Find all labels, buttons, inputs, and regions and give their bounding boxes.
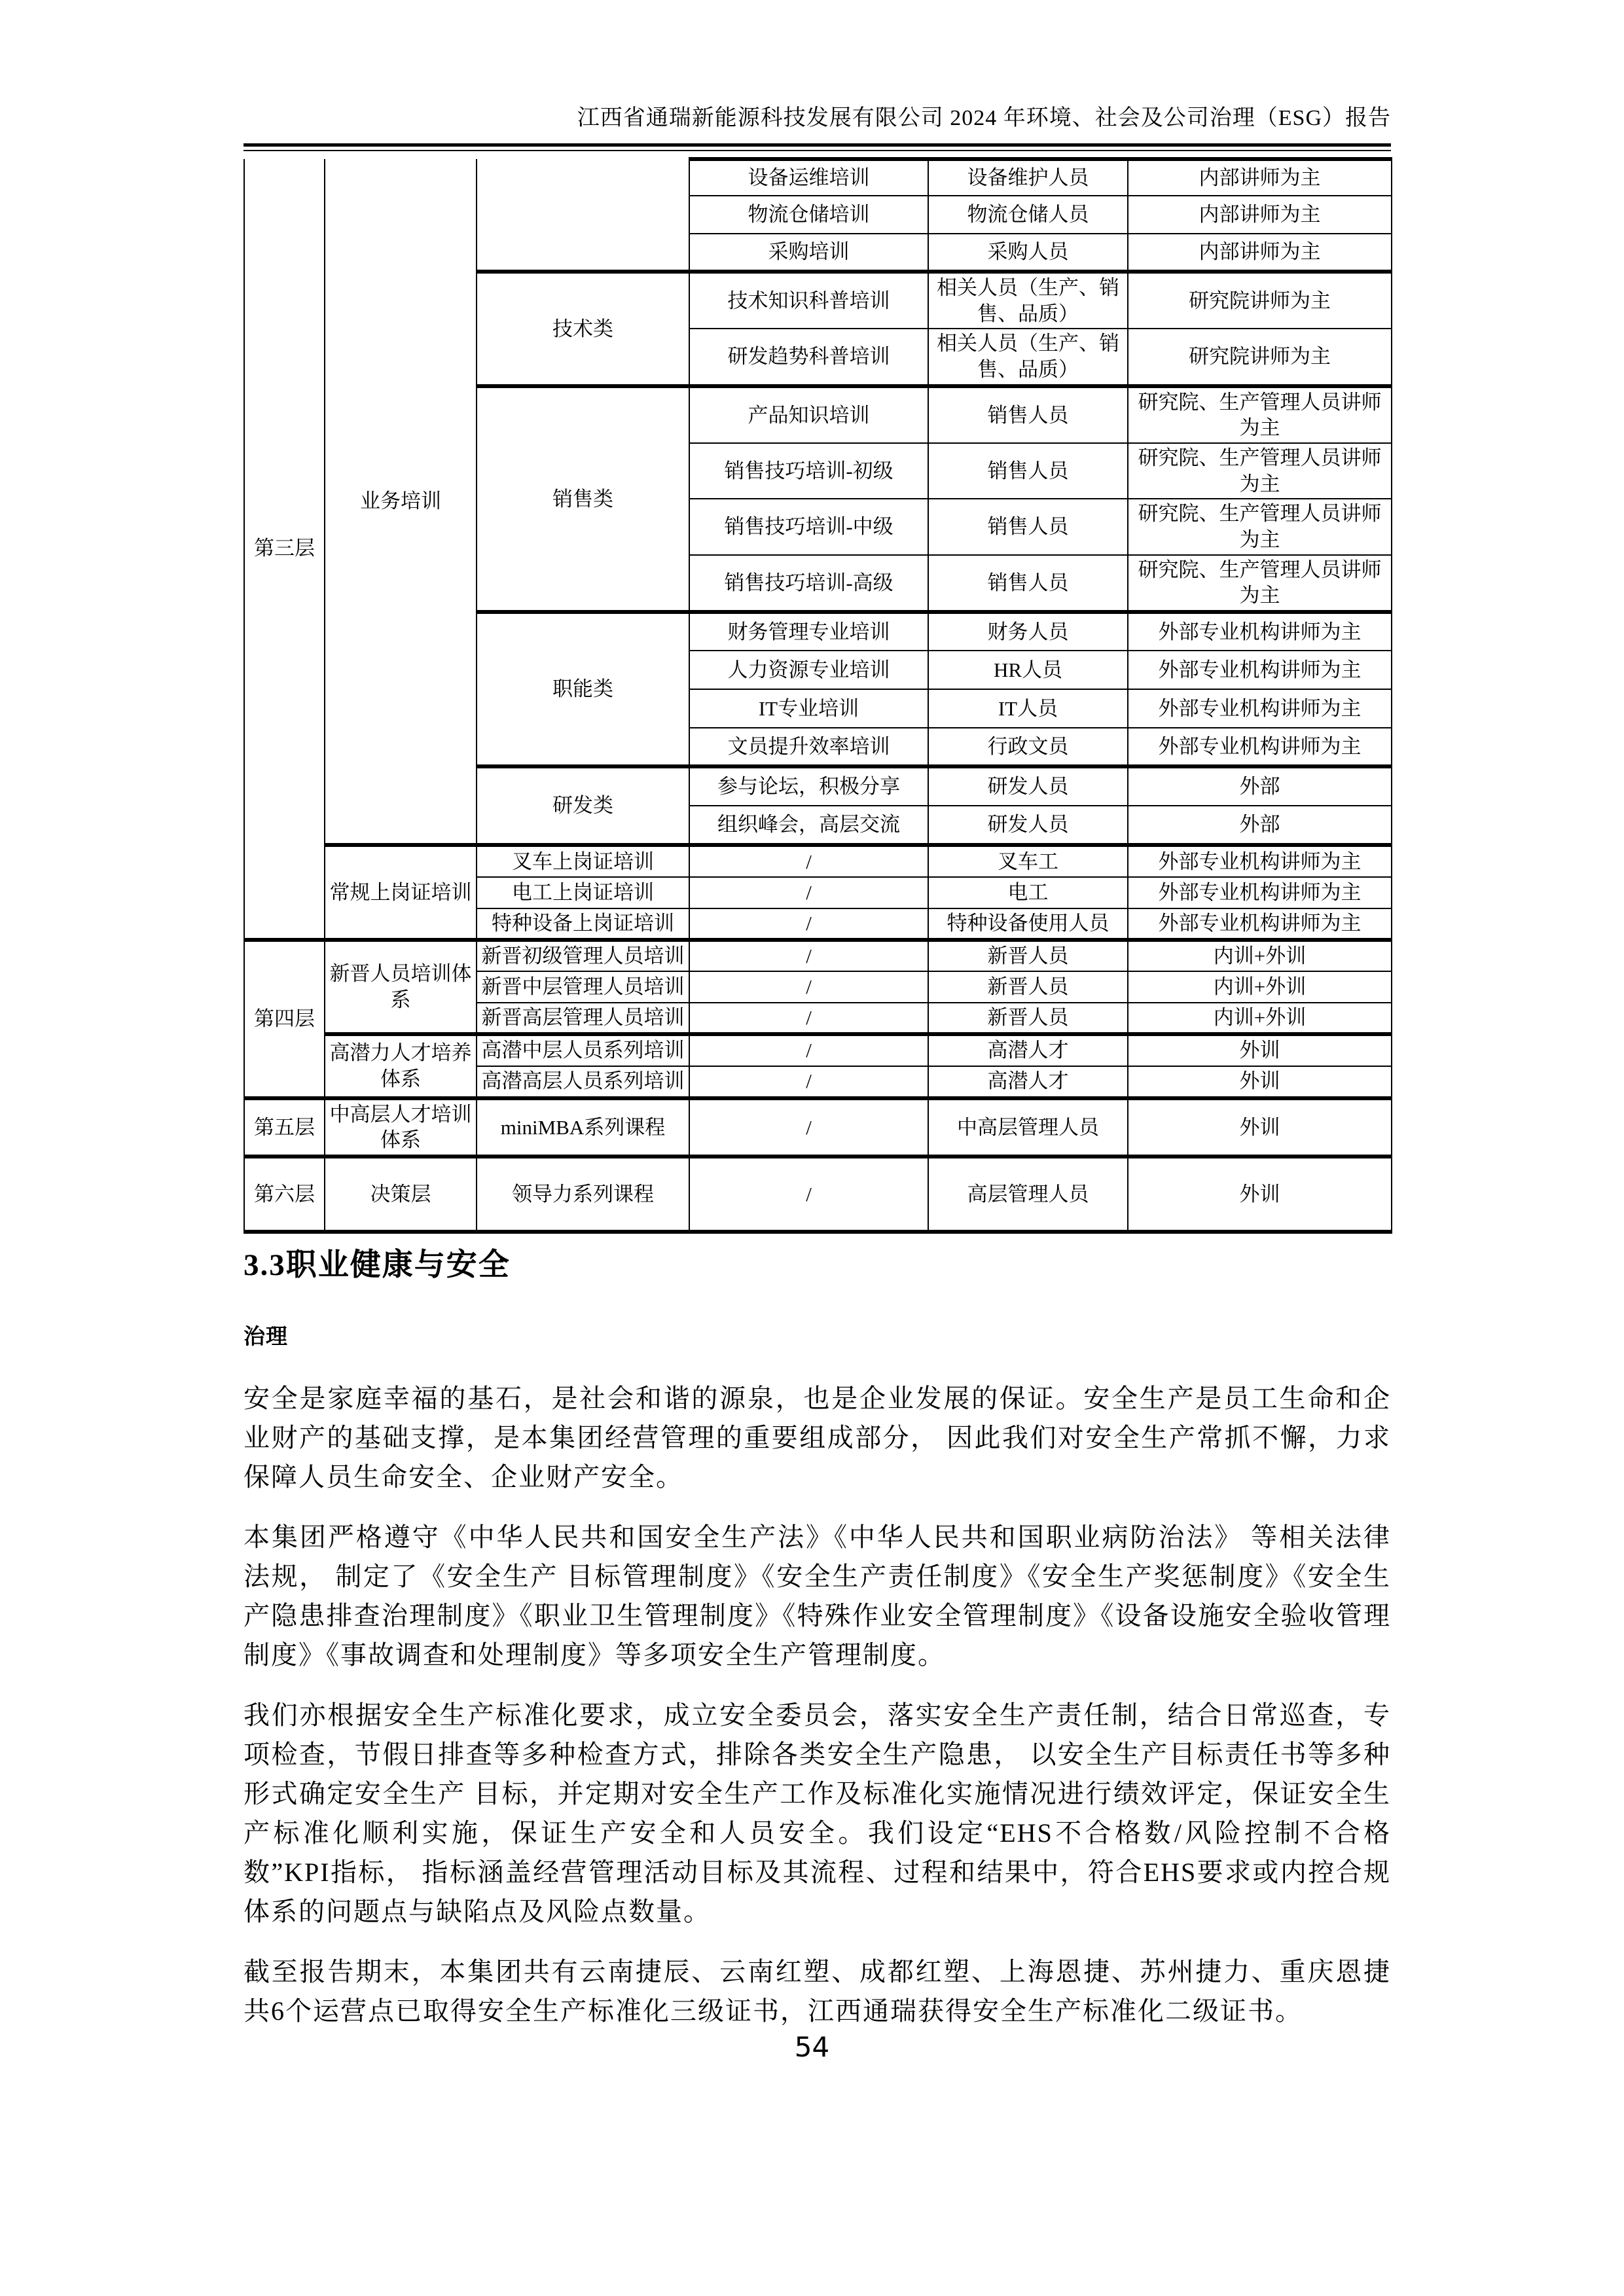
table-cell: 高层管理人员: [928, 1157, 1128, 1232]
table-cell: 外部专业机构讲师为主: [1128, 651, 1392, 689]
table-cell: 采购培训: [689, 234, 928, 272]
table-cell: HR人员: [928, 651, 1128, 689]
table-cell: 研发趋势科普培训: [689, 329, 928, 386]
table-cell: 外部专业机构讲师为主: [1128, 877, 1392, 908]
table-cell: 销售类: [477, 386, 689, 612]
table-cell: IT专业培训: [689, 689, 928, 728]
table-cell: 研究院、生产管理人员讲师为主: [1128, 555, 1392, 612]
table-cell: 外训: [1128, 1157, 1392, 1232]
table-cell: /: [689, 877, 928, 908]
table-cell: 高潜人才: [928, 1066, 1128, 1098]
table-cell: 研发类: [477, 766, 689, 845]
table-cell: 技术知识科普培训: [689, 272, 928, 329]
table-cell: 研究院、生产管理人员讲师为主: [1128, 499, 1392, 554]
table-cell: 电工: [928, 877, 1128, 908]
table-cell: 常规上岗证培训: [325, 845, 477, 940]
table-cell: miniMBA系列课程: [477, 1098, 689, 1157]
table-cell: 采购人员: [928, 234, 1128, 272]
table-cell: 行政文员: [928, 728, 1128, 766]
table-cell: 高潜中层人员系列培训: [477, 1034, 689, 1066]
table-cell: 产品知识培训: [689, 386, 928, 443]
table-cell: 外部专业机构讲师为主: [1128, 612, 1392, 651]
table-cell: 内部讲师为主: [1128, 196, 1392, 234]
table-cell: 销售技巧培训-初级: [689, 443, 928, 499]
table-cell: 外部专业机构讲师为主: [1128, 689, 1392, 728]
table-cell: /: [689, 845, 928, 877]
table-cell: 外部: [1128, 806, 1392, 845]
table-cell: 财务人员: [928, 612, 1128, 651]
table-cell: /: [689, 1157, 928, 1232]
table-cell: 新晋人员培训体系: [325, 940, 477, 1034]
table-cell: 内部讲师为主: [1128, 234, 1392, 272]
table-cell: 决策层: [325, 1157, 477, 1232]
table-cell: 外训: [1128, 1034, 1392, 1066]
sub-heading-governance: 治理: [244, 1325, 288, 1349]
table-cell: 内训+外训: [1128, 940, 1392, 971]
table-cell: 内训+外训: [1128, 971, 1392, 1003]
table-cell: 人力资源专业培训: [689, 651, 928, 689]
table-cell: 中高层人才培训体系: [325, 1098, 477, 1157]
table-cell: 销售技巧培训-中级: [689, 499, 928, 554]
table-cell: 研究院讲师为主: [1128, 272, 1392, 329]
table-cell: 外部专业机构讲师为主: [1128, 845, 1392, 877]
page-header-title: 江西省通瑞新能源科技发展有限公司 2024 年环境、社会及公司治理（ESG）报告: [577, 106, 1391, 130]
table-cell: 职能类: [477, 612, 689, 766]
table-cell: 研发人员: [928, 766, 1128, 806]
table-cell: 物流仓储人员: [928, 196, 1128, 234]
table-cell: 研发人员: [928, 806, 1128, 845]
table-cell: 研究院、生产管理人员讲师为主: [1128, 443, 1392, 499]
table-cell: /: [689, 1034, 928, 1066]
table-cell: 外部: [1128, 766, 1392, 806]
table-cell: 技术类: [477, 272, 689, 386]
table-cell: 新晋中层管理人员培训: [477, 971, 689, 1003]
table-cell: 特种设备使用人员: [928, 908, 1128, 940]
table-cell: /: [689, 1066, 928, 1098]
paragraph: 本集团严格遵守《中华人民共和国安全生产法》《中华人民共和国职业病防治法》 等相关法律法规， 制定了《安全生产 目标管理制度》《安全生产责任制度》《安全生产奖惩制度》《安全生产隐患排查治理制度》《职业卫生管理制度》《特殊作业安全管理制度》《设备设施安全验收管理制度》《事故调查和处理制度》等多项安全生产管理制度。: [244, 1522, 1391, 1670]
table-cell: 相关人员（生产、销售、品质）: [928, 272, 1128, 329]
table-cell: 第五层: [244, 1098, 325, 1157]
table-cell: 第三层: [244, 159, 325, 940]
paragraph: 截至报告期末，本集团共有云南捷辰、云南红塑、成都红塑、上海恩捷、苏州捷力、重庆恩捷共6个运营点已取得安全生产标准化三级证书，江西通瑞获得安全生产标准化二级证书。: [244, 1957, 1391, 2026]
table-cell: [477, 159, 689, 272]
table-cell: 外训: [1128, 1066, 1392, 1098]
page-number: 54: [794, 2031, 830, 2063]
table-cell: 新晋人员: [928, 1003, 1128, 1034]
table-cell: 第四层: [244, 940, 325, 1098]
table-row: [244, 845, 1392, 877]
table-row: [244, 1034, 1392, 1066]
table-cell: 业务培训: [325, 159, 477, 845]
table-cell: 文员提升效率培训: [689, 728, 928, 766]
table-cell: /: [689, 971, 928, 1003]
table-cell: 新晋初级管理人员培训: [477, 940, 689, 971]
training-system-table: [244, 157, 1392, 1234]
table-cell: 高潜高层人员系列培训: [477, 1066, 689, 1098]
table-cell: 参与论坛，积极分享: [689, 766, 928, 806]
table-cell: 销售人员: [928, 555, 1128, 612]
table-row: [244, 1098, 1392, 1157]
table-cell: 高潜力人才培养体系: [325, 1034, 477, 1098]
table-cell: 内训+外训: [1128, 1003, 1392, 1034]
table-cell: 销售人员: [928, 386, 1128, 443]
table-cell: 内部讲师为主: [1128, 159, 1392, 196]
table-cell: 研究院讲师为主: [1128, 329, 1392, 386]
table-cell: 叉车工: [928, 845, 1128, 877]
table-cell: /: [689, 1003, 928, 1034]
table-cell: 外训: [1128, 1098, 1392, 1157]
table-cell: 新晋高层管理人员培训: [477, 1003, 689, 1034]
table-cell: 外部专业机构讲师为主: [1128, 728, 1392, 766]
table-cell: 研究院、生产管理人员讲师为主: [1128, 386, 1392, 443]
training-table-body: [244, 159, 1392, 1232]
table-cell: 新晋人员: [928, 940, 1128, 971]
table-cell: 设备维护人员: [928, 159, 1128, 196]
table-cell: 电工上岗证培训: [477, 877, 689, 908]
header-divider-rule: [244, 143, 1391, 151]
table-cell: /: [689, 1098, 928, 1157]
table-row: [244, 1157, 1392, 1232]
table-cell: 财务管理专业培训: [689, 612, 928, 651]
table-cell: 新晋人员: [928, 971, 1128, 1003]
table-cell: 外部专业机构讲师为主: [1128, 908, 1392, 940]
table-cell: 相关人员（生产、销售、品质）: [928, 329, 1128, 386]
table-cell: 中高层管理人员: [928, 1098, 1128, 1157]
table-cell: 高潜人才: [928, 1034, 1128, 1066]
table-row: [244, 159, 1392, 196]
table-cell: 销售人员: [928, 443, 1128, 499]
table-cell: /: [689, 940, 928, 971]
paragraph: 安全是家庭幸福的基石，是社会和谐的源泉，也是企业发展的保证。安全生产是员工生命和企业财产的基础支撑，是本集团经营管理的重要组成部分， 因此我们对安全生产常抓不懈，力求保障人员生命安全、企业财产安全。: [244, 1384, 1391, 1492]
table-cell: /: [689, 908, 928, 940]
table-cell: 设备运维培训: [689, 159, 928, 196]
table-cell: 叉车上岗证培训: [477, 845, 689, 877]
table-cell: 领导力系列课程: [477, 1157, 689, 1232]
table-cell: 销售技巧培训-高级: [689, 555, 928, 612]
table-cell: 特种设备上岗证培训: [477, 908, 689, 940]
section-heading: 3.3职业健康与安全: [244, 1248, 511, 1282]
table-cell: 物流仓储培训: [689, 196, 928, 234]
paragraph: 我们亦根据安全生产标准化要求，成立安全委员会，落实安全生产责任制，结合日常巡查，专项检查，节假日排查等多种检查方式，排除各类安全生产隐患， 以安全生产目标责任书等多种形式确定安全生产 目标，并定期对安全生产工作及标准化实施情况进行绩效评定，保证安全生产标准化顺利实施，保证生产安全和人员安全。我们设定“EHS不合格数/风险控制不合格数”KPI指标， 指标涵盖经营管理活动目标及其流程、过程和结果中，符合EHS要求或内控合规体系的问题点与缺陷点及风险点数量。: [244, 1700, 1391, 1926]
table-cell: IT人员: [928, 689, 1128, 728]
table-cell: 销售人员: [928, 499, 1128, 554]
table-cell: 组织峰会，高层交流: [689, 806, 928, 845]
section-content: [244, 1240, 1391, 2031]
table-cell: 第六层: [244, 1157, 325, 1232]
table-row: [244, 940, 1392, 971]
